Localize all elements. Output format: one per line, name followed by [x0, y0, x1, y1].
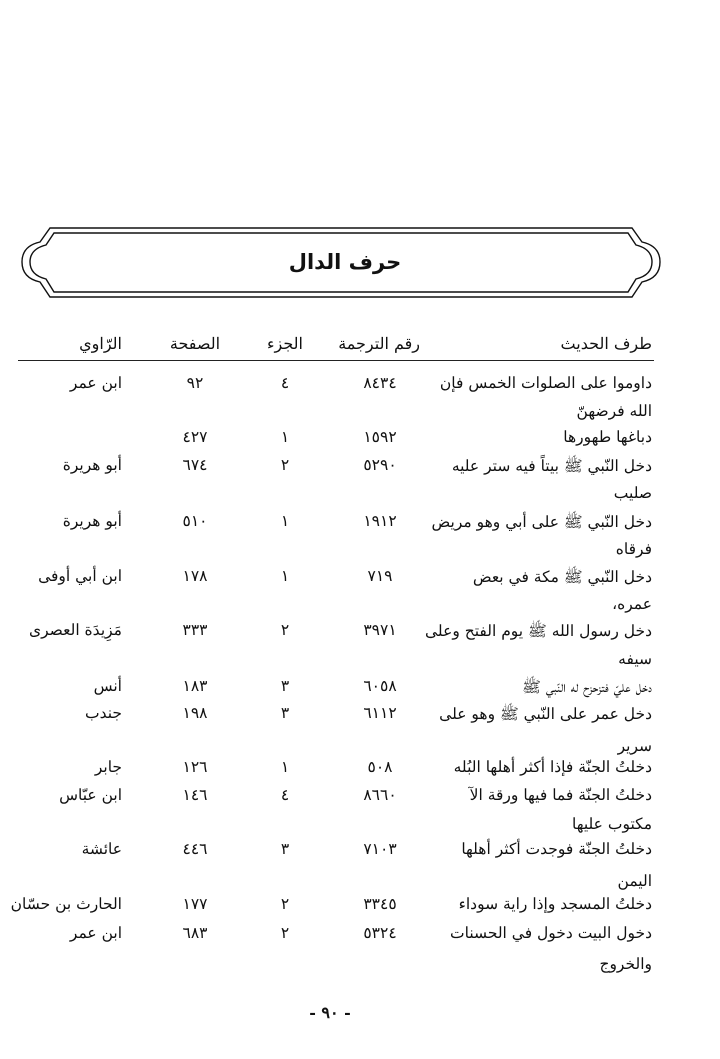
- table-row: [0, 924, 720, 952]
- juz-cell: ٢: [280, 924, 290, 942]
- hadith-cell: دخل النّبي ﷺ بيتاً فيه ستر عليه: [451, 457, 652, 475]
- page-cell: ١٨٣: [182, 677, 208, 695]
- tarjama-cell: ١٩١٢: [363, 512, 397, 530]
- tarjama-cell: ٨٤٣٤: [363, 374, 397, 392]
- juz-cell: ٣: [280, 677, 290, 695]
- hadith-cell: دباغها طهورها: [563, 428, 652, 446]
- header-rule: [18, 360, 654, 361]
- page-cell: ١٩٨: [182, 704, 208, 722]
- rawi-cell: أبو هريرة: [62, 512, 122, 530]
- hadith-cell: دخلتُ الجنّة فإذا أكثر أهلها البُله: [453, 758, 652, 776]
- tarjama-cell: ٥٢٩٠: [363, 456, 397, 474]
- hadith-cell: دخلتُ الجنّة فوجدت أكثر أهلها: [461, 840, 652, 858]
- hadith-continuation: والخروج: [599, 955, 652, 973]
- hadith-cell: دخل عليّ فتزحزح له النّبي ﷺ: [522, 678, 652, 696]
- tarjama-cell: ٧١٩: [367, 567, 393, 585]
- hadith-cell: دخلتُ المسجد وإذا راية سوداء: [458, 895, 652, 913]
- table-row: [0, 512, 720, 540]
- tarjama-cell: ٨٦٦٠: [363, 786, 397, 804]
- juz-cell: ٤: [280, 374, 290, 392]
- column-header-tarjama: رقم الترجمة: [338, 334, 420, 353]
- hadith-cell: دخول البيت دخول في الحسنات: [450, 924, 652, 942]
- column-header-juz: الجزء: [267, 334, 303, 353]
- hadith-continuation: الله فرضهنّ: [576, 402, 652, 420]
- hadith-cell: دخل النّبي ﷺ على أبي وهو مريض: [431, 513, 652, 531]
- juz-cell: ١: [280, 567, 290, 585]
- page-cell: ٩٢: [186, 374, 204, 392]
- column-header-page: الصفحة: [169, 334, 221, 353]
- juz-cell: ٢: [280, 621, 290, 639]
- section-title: حرف الدال: [288, 250, 402, 274]
- rawi-cell: مَزِيدَة العصرى: [29, 621, 122, 639]
- hadith-cell: داوموا على الصلوات الخمس فإن: [439, 374, 652, 392]
- table-row: [0, 567, 720, 595]
- page-cell: ١٧٧: [182, 895, 208, 913]
- rawi-cell: الحارث بن حسّان: [10, 895, 122, 913]
- page-cell: ٣٣٣: [182, 621, 208, 639]
- juz-cell: ٤: [280, 786, 290, 804]
- tarjama-cell: ٣٣٤٥: [363, 895, 397, 913]
- tarjama-cell: ٥٣٢٤: [363, 924, 397, 942]
- tarjama-cell: ٥٠٨: [367, 758, 393, 776]
- column-header-rawi: الرّاوي: [79, 334, 122, 353]
- rawi-cell: ابن عمر: [69, 924, 122, 942]
- page-number: - ٩٠ -: [309, 1003, 351, 1022]
- hadith-continuation: عمره،: [612, 595, 652, 613]
- rawi-cell: ابن أبي أوفى: [38, 567, 122, 585]
- table-row: [0, 895, 720, 923]
- rawi-cell: أنس: [93, 677, 122, 695]
- page-cell: ١٤٦: [182, 786, 208, 804]
- hadith-cell: دخلتُ الجنّة فما فيها ورقة الآ: [469, 786, 652, 804]
- rawi-cell: جندب: [85, 704, 122, 722]
- rawi-cell: عائشة: [81, 840, 122, 858]
- table-row: [0, 621, 720, 649]
- juz-cell: ٢: [280, 895, 290, 913]
- table-row: [0, 374, 720, 402]
- hadith-continuation: سرير: [617, 737, 652, 755]
- tarjama-cell: ٣٩٧١: [363, 621, 397, 639]
- hadith-continuation: اليمن: [617, 872, 652, 890]
- page-cell: ٥١٠: [182, 512, 208, 530]
- table-row: [0, 758, 720, 786]
- page-cell: ٤٤٦: [182, 840, 208, 858]
- rawi-cell: ابن عبّاس: [59, 786, 122, 804]
- column-header-hadith: طرف الحديث: [560, 334, 652, 353]
- page-cell: ٤٢٧: [182, 428, 208, 446]
- tarjama-cell: ١٥٩٢: [363, 428, 397, 446]
- hadith-continuation: سيفه: [618, 650, 652, 668]
- table-row: [0, 840, 720, 868]
- table-row: [0, 456, 720, 484]
- tarjama-cell: ٦١١٢: [363, 704, 397, 722]
- juz-cell: ١: [280, 758, 290, 776]
- juz-cell: ٣: [280, 704, 290, 722]
- hadith-cell: دخل النّبي ﷺ مكة في بعض: [472, 568, 652, 586]
- hadith-cell: دخل رسول الله ﷺ يوم الفتح وعلى: [425, 622, 652, 640]
- hadith-cell: دخل عمر على النّبي ﷺ وهو على: [439, 705, 652, 723]
- table-row: [0, 704, 720, 732]
- hadith-continuation: مكتوب عليها: [572, 815, 652, 833]
- page-cell: ١٧٨: [182, 567, 208, 585]
- table-row: [0, 677, 720, 705]
- tarjama-cell: ٦٠٥٨: [363, 677, 397, 695]
- table-row: [0, 428, 720, 456]
- hadith-continuation: صليب: [613, 484, 652, 502]
- juz-cell: ١: [280, 512, 290, 530]
- tarjama-cell: ٧١٠٣: [363, 840, 397, 858]
- hadith-continuation: فرقاه: [615, 540, 652, 558]
- juz-cell: ١: [280, 428, 290, 446]
- rawi-cell: جابر: [94, 758, 122, 776]
- juz-cell: ٢: [280, 456, 290, 474]
- juz-cell: ٣: [280, 840, 290, 858]
- page-cell: ٦٨٣: [182, 924, 208, 942]
- table-row: [0, 786, 720, 814]
- rawi-cell: أبو هريرة: [62, 456, 122, 474]
- page-cell: ١٢٦: [182, 758, 208, 776]
- page-cell: ٦٧٤: [182, 456, 208, 474]
- rawi-cell: ابن عمر: [69, 374, 122, 392]
